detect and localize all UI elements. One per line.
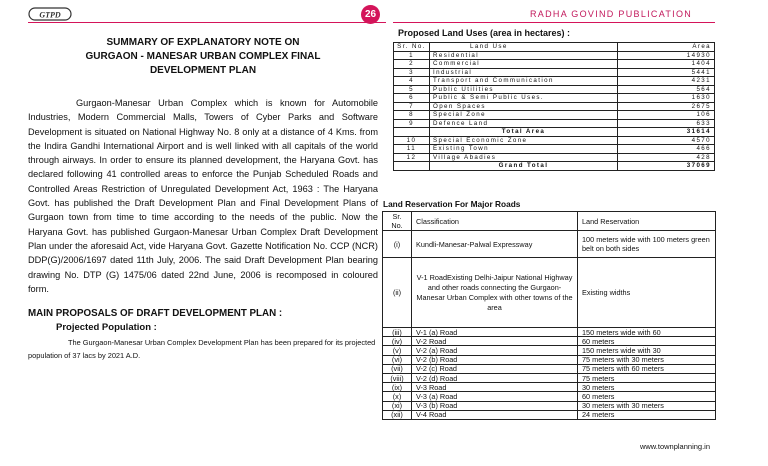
table-cell: 1404: [618, 60, 715, 69]
table-cell: V-2 (c) Road: [412, 364, 578, 373]
table-row: [394, 119, 715, 128]
table-cell: 11: [394, 145, 430, 154]
title-line: DEVELOPMENT PLAN: [149, 65, 257, 76]
table-cell: 75 meters with 30 meters: [578, 355, 716, 364]
table-row: [383, 328, 716, 337]
table-header-row: [383, 212, 716, 231]
table-cell: 4231: [618, 77, 715, 86]
left-column: [28, 36, 378, 296]
table-row: [394, 102, 715, 111]
page-number: 26: [361, 5, 380, 24]
table-row: [383, 410, 716, 419]
header-cell: Classification: [412, 212, 578, 231]
table-cell: 75 meters: [578, 373, 716, 382]
table-cell: (ii): [383, 258, 412, 328]
publisher-logo-icon: [28, 6, 72, 22]
table-cell: [394, 162, 430, 171]
header-cell: Land Reservation: [578, 212, 716, 231]
table-cell: Grand Total: [430, 162, 618, 171]
table-cell: 150 meters wide with 30: [578, 346, 716, 355]
table-row: [394, 128, 715, 137]
table-cell: 12: [394, 153, 430, 162]
table-cell: 24 meters: [578, 410, 716, 419]
table-row: [383, 355, 716, 364]
table-row: [394, 153, 715, 162]
table-cell: (vii): [383, 364, 412, 373]
table-cell: Industrial: [430, 68, 618, 77]
road-reservation-table: [382, 211, 716, 420]
land-use-title: Proposed Land Uses (area in hectares) :: [398, 28, 571, 38]
table-row: [394, 60, 715, 69]
table-cell: 633: [618, 119, 715, 128]
table-cell: 150 meters wide with 60: [578, 328, 716, 337]
header-cell: Sr. No.: [394, 43, 430, 52]
table-cell: Public & Semi Public Uses.: [430, 94, 618, 103]
table-cell: V-2 (d) Road: [412, 373, 578, 382]
table-cell: 1630: [618, 94, 715, 103]
table-cell: (viii): [383, 373, 412, 382]
table-cell: 4570: [618, 136, 715, 145]
table-cell: 10: [394, 136, 430, 145]
table-cell: 31614: [618, 128, 715, 137]
table-row: [383, 346, 716, 355]
table-cell: 60 meters: [578, 392, 716, 401]
table-cell: Public Utilities: [430, 85, 618, 94]
projected-population-heading: Projected Population :: [56, 322, 157, 333]
publisher-name: RADHA GOVIND PUBLICATION: [530, 9, 693, 19]
table-cell: 564: [618, 85, 715, 94]
table-cell: Existing widths: [578, 258, 716, 328]
table-cell: Village Abadies: [430, 153, 618, 162]
header-cell: Land Use: [430, 43, 618, 52]
table-cell: (vi): [383, 355, 412, 364]
table-row: [383, 337, 716, 346]
table-cell: 4: [394, 77, 430, 86]
table-cell: 2: [394, 60, 430, 69]
table-cell: Existing Town: [430, 145, 618, 154]
land-use-table: [393, 42, 715, 171]
table-row: [394, 136, 715, 145]
table-cell: 428: [618, 153, 715, 162]
table-cell: 3: [394, 68, 430, 77]
footer-url: www.townplanning.in: [639, 442, 710, 451]
table-cell: 75 meters with 60 meters: [578, 364, 716, 373]
table-row: [394, 162, 715, 171]
table-cell: 37069: [618, 162, 715, 171]
table-cell: 106: [618, 111, 715, 120]
table-cell: 30 meters: [578, 383, 716, 392]
explanatory-paragraph: Gurgaon-Manesar Urban Complex which is known for Automobile Industries, Modern Commercial Malls, Towers of Cyber Parks and Software Development is situated on National Highway No. 8 only at a distance of 4 Kms. from the Indira Gandhi International Airport and is well linked with all capitals of the world through airways. In order to ensure its planned development, the Haryana Govt. has declared following 41 controlled areas to enforce the Punjab Scheduled Roads and Controlled Areas Restriction of Unregulated Development Act, 1963 : The Haryana Govt. has published the Draft Development Plan and Final Development Plans of Gurgaon town from time to time according to the needs of the public. Now the Haryana Govt. has published Gurgaon-Manesar Urban Complex Draft Development Plan under the aforesaid Act, vide Haryana Govt. Gazette Notification No. CCP (NCR) DDP(G)/2006/1697 dated 11th July, 2006. The said Draft Development Plan bearing drawing No. DTP (G) 1475/06 dated 22nd June, 2006 is recomposed in coloured form.: [28, 98, 378, 294]
table-cell: Kundli-Manesar-Palwal Expressway: [412, 231, 578, 258]
table-cell: 6: [394, 94, 430, 103]
table-row: [394, 94, 715, 103]
table-cell: 5: [394, 85, 430, 94]
table-cell: (x): [383, 392, 412, 401]
table-cell: Transport and Communication: [430, 77, 618, 86]
table-cell: Commercial: [430, 60, 618, 69]
table-cell: V-2 (a) Road: [412, 346, 578, 355]
table-cell: Special Economic Zone: [430, 136, 618, 145]
table-cell: Open Spaces: [430, 102, 618, 111]
table-cell: V-1 (a) Road: [412, 328, 578, 337]
table-cell: Total Area: [430, 128, 618, 137]
title-line: GURGAON - MANESAR URBAN COMPLEX FINAL: [85, 51, 321, 62]
table-cell: V-3 Road: [412, 383, 578, 392]
table-cell: V-2 Road: [412, 337, 578, 346]
table-row: [394, 77, 715, 86]
projected-population-text: The Gurgaon-Manesar Urban Complex Development Plan has been prepared for its projected population of 37 lacs by 2021 A.D.: [28, 338, 376, 360]
table-cell: V-4 Road: [412, 410, 578, 419]
table-cell: 9: [394, 119, 430, 128]
table-cell: (xii): [383, 410, 412, 419]
table-cell: 100 meters wide with 100 meters green belt on both sides: [578, 231, 716, 258]
header-cell: Area: [618, 43, 715, 52]
header-cell: Sr. No.: [383, 212, 412, 231]
table-cell: (xi): [383, 401, 412, 410]
table-cell: 14930: [618, 51, 715, 60]
table-row: [383, 364, 716, 373]
table-row: [394, 145, 715, 154]
table-cell: (v): [383, 346, 412, 355]
table-row: [383, 373, 716, 382]
table-cell: 30 meters with 30 meters: [578, 401, 716, 410]
table-cell: 1: [394, 51, 430, 60]
table-row: [383, 401, 716, 410]
table-cell: 7: [394, 102, 430, 111]
table-row: [383, 231, 716, 258]
table-cell: Special Zone: [430, 111, 618, 120]
road-reservation-title: Land Reservation For Major Roads: [383, 199, 521, 209]
table-header-row: [394, 43, 715, 52]
table-row: [394, 85, 715, 94]
table-cell: (iii): [383, 328, 412, 337]
table-cell: Residential: [430, 51, 618, 60]
table-cell: [394, 128, 430, 137]
table-cell: 60 meters: [578, 337, 716, 346]
header-rule-right: [393, 22, 715, 23]
table-row: [394, 111, 715, 120]
summary-title: [28, 36, 378, 78]
table-cell: 5441: [618, 68, 715, 77]
table-row: [394, 51, 715, 60]
table-cell: V-2 (b) Road: [412, 355, 578, 364]
table-cell: Defence Land: [430, 119, 618, 128]
table-cell: V-3 (b) Road: [412, 401, 578, 410]
title-line: SUMMARY OF EXPLANATORY NOTE ON: [106, 37, 300, 48]
table-cell: (i): [383, 231, 412, 258]
table-cell: 466: [618, 145, 715, 154]
table-cell: (ix): [383, 383, 412, 392]
table-row: [383, 383, 716, 392]
table-row: [394, 68, 715, 77]
logo-text: GTPD: [39, 10, 61, 20]
table-cell: 8: [394, 111, 430, 120]
table-cell: 2675: [618, 102, 715, 111]
header-rule-left: [28, 22, 386, 23]
table-cell: V-1 RoadExisting Delhi-Jaipur National Highway and other roads connecting the Gurgaon-Manesar Urban Complex with other towns of the area: [412, 258, 578, 328]
table-row: [383, 258, 716, 328]
main-proposals-heading: MAIN PROPOSALS OF DRAFT DEVELOPMENT PLAN :: [28, 308, 283, 319]
table-cell: (iv): [383, 337, 412, 346]
table-row: [383, 392, 716, 401]
table-cell: V-3 (a) Road: [412, 392, 578, 401]
